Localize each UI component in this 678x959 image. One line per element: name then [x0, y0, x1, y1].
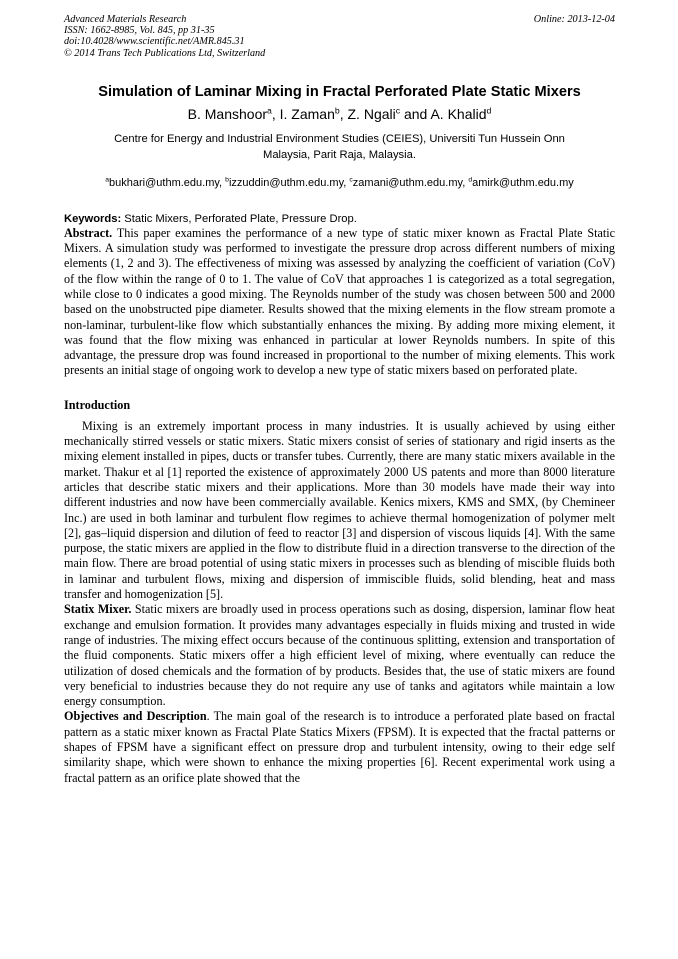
- journal-name: Advanced Materials Research: [64, 14, 187, 25]
- email-superscript: a: [105, 176, 110, 184]
- section-heading-introduction: Introduction: [64, 397, 131, 412]
- keywords-text: Static Mixers, Perforated Plate, Pressure Drop.: [121, 212, 357, 225]
- abstract-text: This paper examines the performance of a new type of static mixer known as Fractal Plate Static Mixers. A simulation study was performed to investigate the pressure drop across different numbers of mixing elements (1, 2 and 3). The effectiveness of mixing was assessed by analyzing the coefficient of variation (CoV) of the flow within the range of 0 to 1. The value of CoV that approaches 1 is categorized as a total segregation, while close to 0 indicates a good mixing. The Reynolds number of the study was chosen between 500 and 2000 based on the unobstructed pipe diameter. Results showed that the mixing elements in the flow stream promote a non-laminar, turbulent-like flow which substantially enhances the mixing. By adding more mixing element, it was found that the flow mixing was enhanced in particular at lower Reynolds numbers. In spite of this advantage, the pressure drop was found increased in proportional to the number of mixing elements. This work presents an initial stage of ongoing work to develop a new type of static mixers based on perforated plate.: [64, 225, 615, 378]
- author-name: A. Khalid: [430, 105, 487, 122]
- email-superscript: d: [468, 176, 473, 184]
- affiliation-line: Malaysia, Parit Raja, Malaysia.: [263, 148, 416, 161]
- author-name: I. Zaman: [279, 105, 335, 122]
- author-name: B. Manshoor: [187, 105, 268, 122]
- author-superscript: d: [486, 105, 492, 116]
- author-emails: [64, 176, 615, 190]
- introduction-paragraph: Mixing is an extremely important process in many industries. It is usually achieved by using either mechanically stirred vessels or static mixers. Static mixers consist of series of stationary and rigid inserts as the mixing element installed in pipes, ducts or transfer tubes. Currently, there are many static mixers available in the market. Thakur et al [1] reported the existence of approximately 2000 US patents and more than 8000 literature articles that describe static mixers and their applications. More than 30 models have made their way into different industries and now have been commercially available. Kenics mixers, KMS and SMX, (by Chemineer Inc.) are used in both laminar and turbulent flow regimes to achieve thermal homogenization of polymer melt [2], gas–liquid dispersion and dilution of feed to reactor [3] and dispersion of viscous liquids [4]. With the same purpose, the static mixers are applied in the flow to distribute fluid in a direction transverse to the direction of the main flow. There are broad potential of using static mixers in processes such as blending of miscible fluids both in laminar and turbulent flows, mixing and dispersion of immiscible fluids, solid blending, heat and mass transfer and homogenization [5].: [64, 418, 615, 602]
- statix-mixer-paragraph: [64, 602, 615, 709]
- online-date: Online: 2013-12-04: [533, 14, 615, 25]
- email-superscript: c: [349, 176, 353, 184]
- doi-line: doi:10.4028/www.scientific.net/AMR.845.31: [64, 36, 245, 48]
- copyright-line: © 2014 Trans Tech Publications Ltd, Switzerland: [64, 47, 266, 59]
- author-superscript: b: [334, 105, 340, 116]
- author-list: [64, 105, 615, 123]
- paper-title: Simulation of Laminar Mixing in Fractal Perforated Plate Static Mixers: [98, 83, 581, 100]
- author-separator: ,: [271, 105, 280, 122]
- author-separator: and: [400, 105, 431, 122]
- statix-mixer-text: Static mixers are broadly used in process operations such as dosing, dispersion, laminar flow heat exchange and emulsion formation. It provides many advantages especially in fluids mixing and trusted in wide range of industries. The mixing effect occurs because of the continuous splitting, extension and transportation of the fluid components. Static mixers offer a high efficient level of mixing, where eventually can reduce the utilization of dosed chemicals and the formation of by products. Besides that, the use of static mixers are found very beneficial to industries because they do not require any use of tanks and agitators while maintain a low energy consumption.: [64, 602, 615, 709]
- email-superscript: b: [225, 176, 229, 184]
- keywords: [64, 212, 615, 226]
- statix-mixer-label: Statix Mixer.: [64, 602, 132, 617]
- email-link[interactable]: izzuddin@uthm.edu.my: [228, 176, 344, 189]
- affiliation: [64, 131, 615, 163]
- author-superscript: c: [395, 105, 401, 116]
- affiliation-line: Centre for Energy and Industrial Environment Studies (CEIES), Universiti Tun Hussein Onn: [114, 132, 565, 145]
- email-link[interactable]: zamani@uthm.edu.my: [352, 176, 463, 189]
- author-superscript: a: [267, 105, 272, 116]
- keywords-label: Keywords:: [64, 212, 122, 225]
- journal-header: [64, 14, 615, 59]
- objectives-text: . The main goal of the research is to introduce a perforated plate based on fractal pattern as a static mixer known as Fractal Plate Statics Mixers (FPSM). It is expected that the fractal patterns or shapes of FPSM have a significant effect on pressure drop and turbulent intensity, owing to their edge self similarity shape, which were shown to enhance the mixing properties [6]. Recent experimental work using a fractal pattern as an orifice plate showed that the: [64, 709, 615, 785]
- email-link[interactable]: bukhari@uthm.edu.my: [109, 176, 220, 189]
- email-separator: ,: [343, 176, 350, 189]
- objectives-paragraph: [64, 709, 615, 785]
- abstract-label: Abstract.: [64, 225, 113, 240]
- email-link[interactable]: amirk@uthm.edu.my: [472, 176, 574, 189]
- email-separator: ,: [462, 176, 469, 189]
- objectives-label: Objectives and Description: [64, 709, 207, 724]
- abstract: [64, 226, 615, 379]
- issn-line: ISSN: 1662-8985, Vol. 845, pp 31-35: [64, 25, 215, 37]
- author-name: Z. Ngali: [347, 105, 396, 122]
- paper-page: [64, 14, 615, 786]
- author-separator: ,: [339, 105, 348, 122]
- email-separator: ,: [219, 176, 226, 189]
